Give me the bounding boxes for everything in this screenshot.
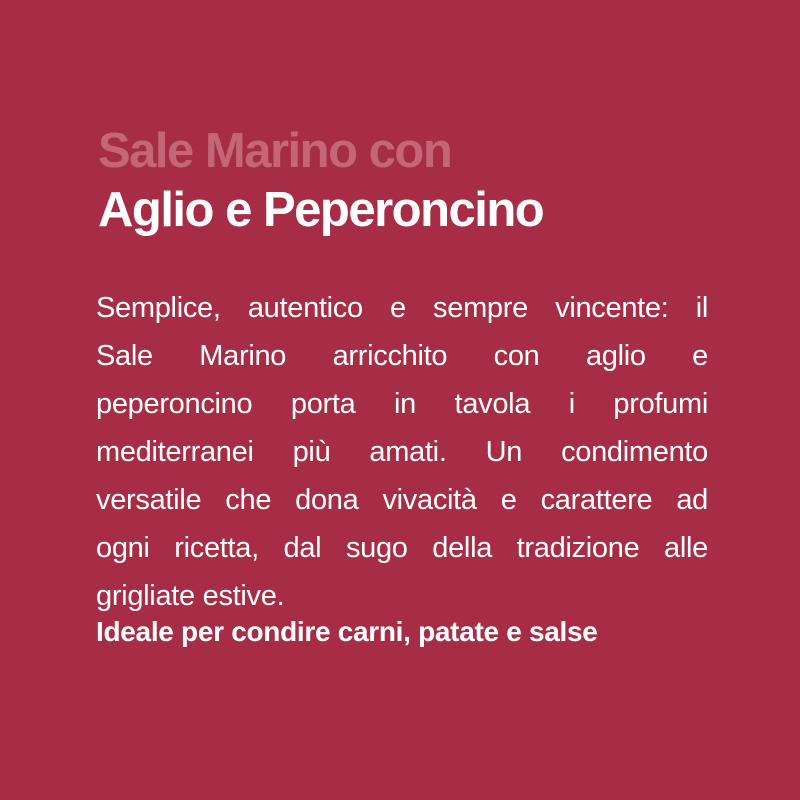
description-line: Semplice, autentico e sempre vincente: il [96,292,708,324]
description-line: ogni ricetta, dal sugo della tradizione alle [96,532,708,564]
description-line: grigliate estive. [96,580,285,612]
description-line: versatile che dona vivacità e carattere ad [96,484,708,516]
description-line: mediterranei più amati. Un condimento [96,436,708,468]
product-category-title: Sale Marino con [98,124,452,178]
description-paragraph [96,284,708,620]
description-line: peperoncino porta in tavola i profumi [96,388,708,420]
usage-highlight: Ideale per condire carni, patate e salse [96,616,598,647]
product-name-title: Aglio e Peperoncino [98,183,544,237]
description-line: Sale Marino arricchito con aglio e [96,340,708,372]
title-block [98,122,740,240]
